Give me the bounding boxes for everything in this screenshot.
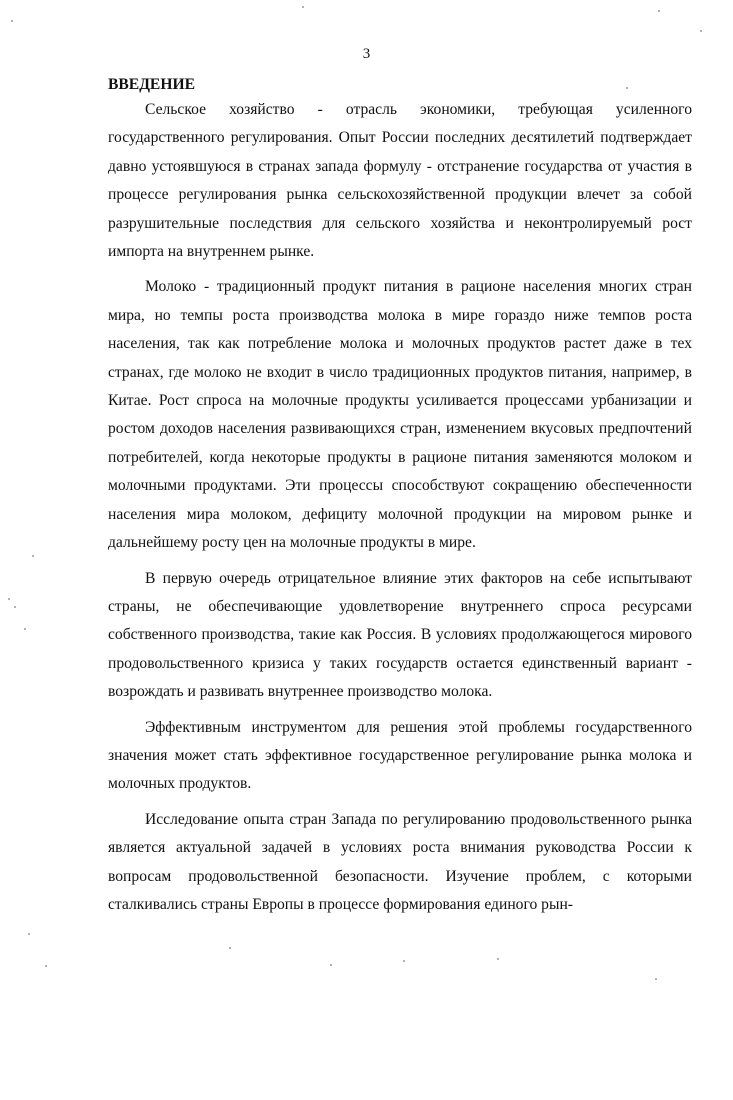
scan-speck: [626, 87, 628, 89]
paragraph-gap: [108, 707, 692, 714]
scan-speck: [497, 958, 499, 960]
scan-speck: [302, 6, 304, 8]
document-body: [108, 74, 692, 919]
paragraph-1: Сельское хозяйство - отрасль экономики, требующая усиленного государственного регулирования. Опыт России последних десятилетий подтверждает давно устоявшуюся в странах запада формулу - отстранение государства от участия в процессе регулирования рынка сельскохозяйственной продукции влечет за собой разрушительные последствия для сельского хозяйства и неконтролируемый рост импорта на внутреннем рынке.: [108, 101, 692, 261]
scan-speck: [11, 20, 13, 22]
paragraph-gap: [108, 558, 692, 565]
scan-speck: [28, 933, 30, 935]
section-heading: ВВЕДЕНИЕ: [108, 76, 195, 93]
paragraph-gap: [108, 799, 692, 806]
scan-speck: [24, 628, 26, 630]
scan-speck: [45, 965, 47, 967]
scan-speck: [8, 598, 10, 600]
scan-speck: [330, 964, 332, 966]
paragraph-4: Эффективным инструментом для решения этой проблемы государственного значения может стать эффективное государственное регулирование рынка молока и молочных продуктов.: [108, 718, 692, 793]
scan-speck: [32, 555, 34, 557]
scan-speck: [14, 606, 16, 608]
scan-speck: [229, 947, 231, 949]
scan-speck: [655, 978, 657, 980]
paragraph-5: Исследование опыта стран Запада по регулированию продовольственного рынка является актуальной задачей в условиях роста внимания руководства России к вопросам продовольственной безопасности. Изучение проблем, с которыми сталкивались страны Европы в процессе формирования единого рын-: [108, 810, 692, 913]
page-number: 3: [362, 46, 371, 62]
scan-speck: [658, 10, 660, 12]
paragraph-3: В первую очередь отрицательное влияние этих факторов на себе испытывают страны, не обеспечивающие удовлетворение внутреннего спроса ресурсами собственного производства, такие как Россия. В условиях продолжающегося мирового продовольственного кризиса у таких государств остается единственный вариант - возрождать и развивать внутреннее производство молока.: [108, 569, 692, 701]
scan-speck: [700, 30, 702, 32]
paragraph-2: Молоко - традиционный продукт питания в рационе населения многих стран мира, но темпы роста производства молока в мире гораздо ниже темпов роста населения, так как потребление молока и молочных продуктов растет даже в тех странах, где молоко не входит в число традиционных продуктов питания, например, в Китае. Рост спроса на молочные продукты усиливается процессами урбанизации и ростом доходов населения развивающихся стран, изменением вкусовых предпочтений потребителей, когда некоторые продукты в рационе питания заменяются молоком и молочными продуктами. Эти процессы способствуют сокращению обеспеченности населения мира молоком, дефициту молочной продукции на мировом рынке и дальнейшему росту цен на молочные продукты в мире.: [108, 278, 692, 552]
scan-speck: [403, 960, 405, 962]
paragraph-gap: [108, 266, 692, 273]
